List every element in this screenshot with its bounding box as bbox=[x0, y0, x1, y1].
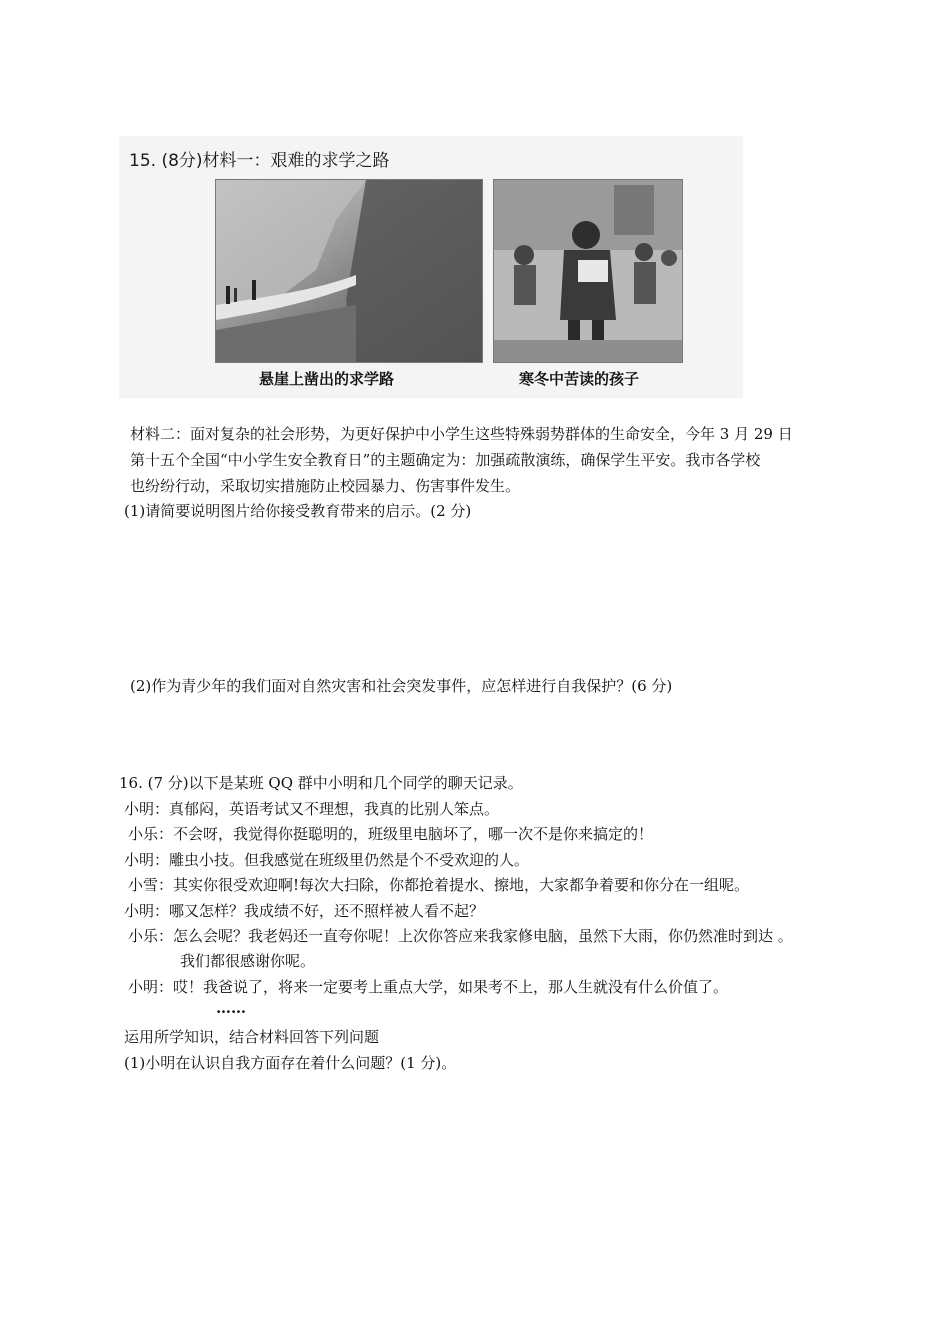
material2-line-3: 也纷纷行动，采取切实措施防止校园暴力、伤害事件发生。 bbox=[130, 477, 521, 495]
chat-line-4: 小雪：其实你很受欢迎啊!每次大扫除，你都抢着提水、擦地，大家都争着要和你分在一组呢。 bbox=[128, 876, 750, 894]
chat-line-6: 小乐：怎么会呢？我老妈还一直夸你呢！上次你答应来我家修电脑，虽然下大雨，你仍然准时到达 。 bbox=[128, 927, 793, 945]
material2-line-2: 第十五个全国“中小学生安全教育日”的主题确定为：加强疏散演练，确保学生平安。我市各学校 bbox=[130, 451, 761, 469]
question-15-sub-2: (2)作为青少年的我们面对自然灾害和社会突发事件，应怎样进行自我保护？(6 分) bbox=[130, 677, 673, 695]
chat-line-3: 小明：雕虫小技。但我感觉在班级里仍然是个不受欢迎的人。 bbox=[124, 851, 530, 869]
chat-line-7: 小明：哎！我爸说了，将来一定要考上重点大学，如果考不上，那人生就没有什么价值了。 bbox=[128, 978, 729, 996]
question-15-sub-1: (1)请简要说明图片给你接受教育带来的启示。(2 分) bbox=[124, 502, 472, 520]
photo1-caption: 悬崖上凿出的求学路 bbox=[259, 370, 395, 388]
chat-ellipsis: …… bbox=[216, 999, 246, 1017]
chat-line-5: 小明：哪又怎样？我成绩不好，还不照样被人看不起？ bbox=[124, 902, 485, 920]
chat-line-1: 小明：真郁闷，英语考试又不理想，我真的比别人笨点。 bbox=[124, 800, 500, 818]
question-16-sub-1: (1)小明在认识自我方面存在着什么问题？(1 分)。 bbox=[124, 1054, 457, 1072]
cliff-path-illustration bbox=[216, 180, 482, 362]
material-one-figure bbox=[119, 136, 743, 398]
chat-line-2: 小乐：不会呀，我觉得你挺聪明的，班级里电脑坏了，哪一次不是你来搞定的！ bbox=[128, 825, 654, 843]
question-16-intro: 16. (7 分)以下是某班 QQ 群中小明和几个同学的聊天记录。 bbox=[119, 774, 523, 792]
chat-line-6-continued: 我们都很感谢你呢。 bbox=[180, 952, 316, 970]
studying-child-photo bbox=[493, 179, 683, 363]
question-15-title: 15. (8分)材料一：艰难的求学之路 bbox=[129, 151, 390, 171]
photo2-caption: 寒冬中苦读的孩子 bbox=[519, 370, 640, 388]
question-16-instruction: 运用所学知识，结合材料回答下列问题 bbox=[124, 1028, 380, 1046]
studying-child-illustration bbox=[494, 180, 682, 362]
material2-line-1: 材料二：面对复杂的社会形势，为更好保护中小学生这些特殊弱势群体的生命安全，今年 3 月 29 日 bbox=[130, 425, 793, 443]
cliff-path-photo bbox=[215, 179, 483, 363]
